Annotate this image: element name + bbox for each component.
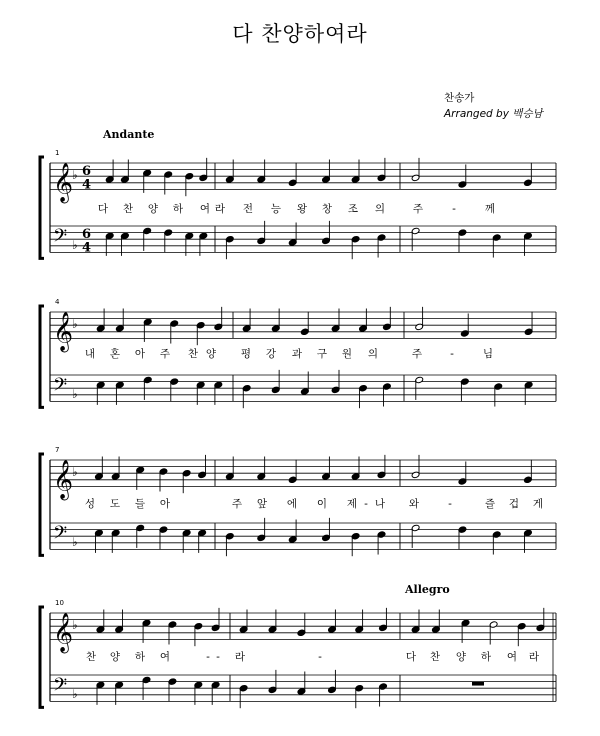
lyric-syllable: 의 xyxy=(374,203,386,215)
lyric-syllable: 혼 xyxy=(109,348,121,360)
time-signature-top: 6 xyxy=(82,164,92,180)
measure-number: 7 xyxy=(55,446,60,454)
system-3 xyxy=(40,446,556,556)
lyric-syllable: 찬 xyxy=(85,651,97,663)
lyric-syllable: 창 xyxy=(321,203,333,215)
lyric-syllable: - xyxy=(318,651,322,663)
bass-clef-icon: 𝄢 xyxy=(53,675,68,701)
lyric-syllable: 양 xyxy=(205,348,217,360)
flat-icon: ♭ xyxy=(72,237,78,252)
treble-clef-icon: 𝄞 xyxy=(53,311,74,352)
lyric-syllable: 겁 xyxy=(508,498,520,510)
bass-clef-icon: 𝄢 xyxy=(53,375,68,401)
lyric-syllable: 주 xyxy=(411,348,423,360)
system-bracket xyxy=(40,157,44,258)
lyric-syllable: 즐 xyxy=(484,498,496,510)
flat-icon: ♭ xyxy=(72,465,78,480)
flat-icon: ♭ xyxy=(72,618,78,633)
tempo-andante: Andante xyxy=(103,128,155,141)
tempo-allegro: Allegro xyxy=(405,583,450,596)
lyric-syllable: 앞 xyxy=(256,498,268,510)
lyric-syllable: 라 xyxy=(528,651,540,663)
lyric-syllable: - xyxy=(216,651,220,663)
lyric-syllable: 내 xyxy=(84,348,96,360)
lyric-syllable: 주 xyxy=(231,498,243,510)
lyric-syllable: 양 xyxy=(455,651,467,663)
lyric-syllable: 아 xyxy=(159,498,171,510)
lyric-syllable: 전 xyxy=(242,203,254,215)
lyric-syllable: 게 xyxy=(532,498,544,510)
lyric-syllable: 찬 xyxy=(187,348,199,360)
lyric-syllable: 찬 xyxy=(429,651,441,663)
treble-clef-icon: 𝄞 xyxy=(53,162,74,203)
lyric-syllable: - xyxy=(448,498,452,510)
page-title: 다 찬양하여라 xyxy=(232,22,368,46)
flat-icon: ♭ xyxy=(72,317,78,332)
lyric-syllable: 제 xyxy=(346,498,358,510)
source-label: 찬송가 xyxy=(444,92,475,104)
lyric-syllable: 의 xyxy=(367,348,379,360)
system-4 xyxy=(40,599,556,708)
lyric-syllable: - xyxy=(206,651,210,663)
measure-number: 10 xyxy=(55,599,64,607)
lyric-syllable: 양 xyxy=(147,203,159,215)
lyric-syllable: 조 xyxy=(347,203,359,215)
measure-number: 1 xyxy=(55,149,60,157)
lyric-syllable: 와 xyxy=(408,498,420,510)
time-signature-bottom: 4 xyxy=(82,177,92,193)
lyric-syllable: 원 xyxy=(341,348,353,360)
arranger-label: Arranged by 백승남 xyxy=(444,108,543,120)
lyric-syllable: 들 xyxy=(134,498,146,510)
lyric-syllable: 님 xyxy=(482,348,494,360)
measure-number: 4 xyxy=(55,298,60,306)
treble-clef-icon: 𝄞 xyxy=(53,459,74,500)
flat-icon: ♭ xyxy=(72,386,78,401)
lyric-syllable: 양 xyxy=(109,651,121,663)
lyric-syllable: - xyxy=(364,498,368,510)
lyric-syllable: 나 xyxy=(374,498,386,510)
flat-icon: ♭ xyxy=(72,686,78,701)
lyric-syllable: 성 xyxy=(84,498,96,510)
lyric-syllable: 아 xyxy=(134,348,146,360)
lyric-syllable: 과 xyxy=(291,348,303,360)
lyric-syllable: 평 xyxy=(240,348,252,360)
time-signature-top: 6 xyxy=(82,227,92,243)
lyric-syllable: 하 xyxy=(480,651,492,663)
whole-rest xyxy=(472,682,484,686)
lyric-syllable: 하 xyxy=(134,651,146,663)
lyric-syllable: - xyxy=(450,348,454,360)
system-2 xyxy=(40,298,556,408)
lyric-syllable: 여 xyxy=(159,651,171,663)
system-1 xyxy=(40,149,556,259)
lyric-syllable: - xyxy=(452,203,456,215)
lyric-syllable: 다 xyxy=(405,651,417,663)
flat-icon: ♭ xyxy=(72,168,78,183)
lyric-syllable: 라 xyxy=(234,651,246,663)
lyric-syllable: 구 xyxy=(316,348,328,360)
lyric-syllable: 주 xyxy=(159,348,171,360)
lyric-syllable: 찬 xyxy=(122,203,134,215)
system-bracket xyxy=(40,454,44,555)
lyric-syllable: 강 xyxy=(265,348,277,360)
lyric-syllable: 여 xyxy=(199,203,211,215)
flat-icon: ♭ xyxy=(72,534,78,549)
lyric-syllable: 라 xyxy=(214,203,226,215)
lyric-syllable: 이 xyxy=(316,498,328,510)
system-bracket xyxy=(40,607,44,707)
bass-clef-icon: 𝄢 xyxy=(53,226,68,252)
lyric-syllable: 여 xyxy=(506,651,518,663)
lyric-syllable: 도 xyxy=(109,498,121,510)
lyric-syllable: 하 xyxy=(172,203,184,215)
lyric-syllable: 왕 xyxy=(296,203,308,215)
bass-clef-icon: 𝄢 xyxy=(53,523,68,549)
lyric-syllable: 주 xyxy=(412,203,424,215)
lyric-syllable: 께 xyxy=(484,203,496,215)
system-bracket xyxy=(40,306,44,407)
lyric-syllable: 에 xyxy=(286,498,298,510)
treble-clef-icon: 𝄞 xyxy=(53,612,74,653)
lyric-syllable: 다 xyxy=(97,203,109,215)
time-signature-bottom: 4 xyxy=(82,240,92,256)
lyric-syllable: 능 xyxy=(270,203,282,215)
